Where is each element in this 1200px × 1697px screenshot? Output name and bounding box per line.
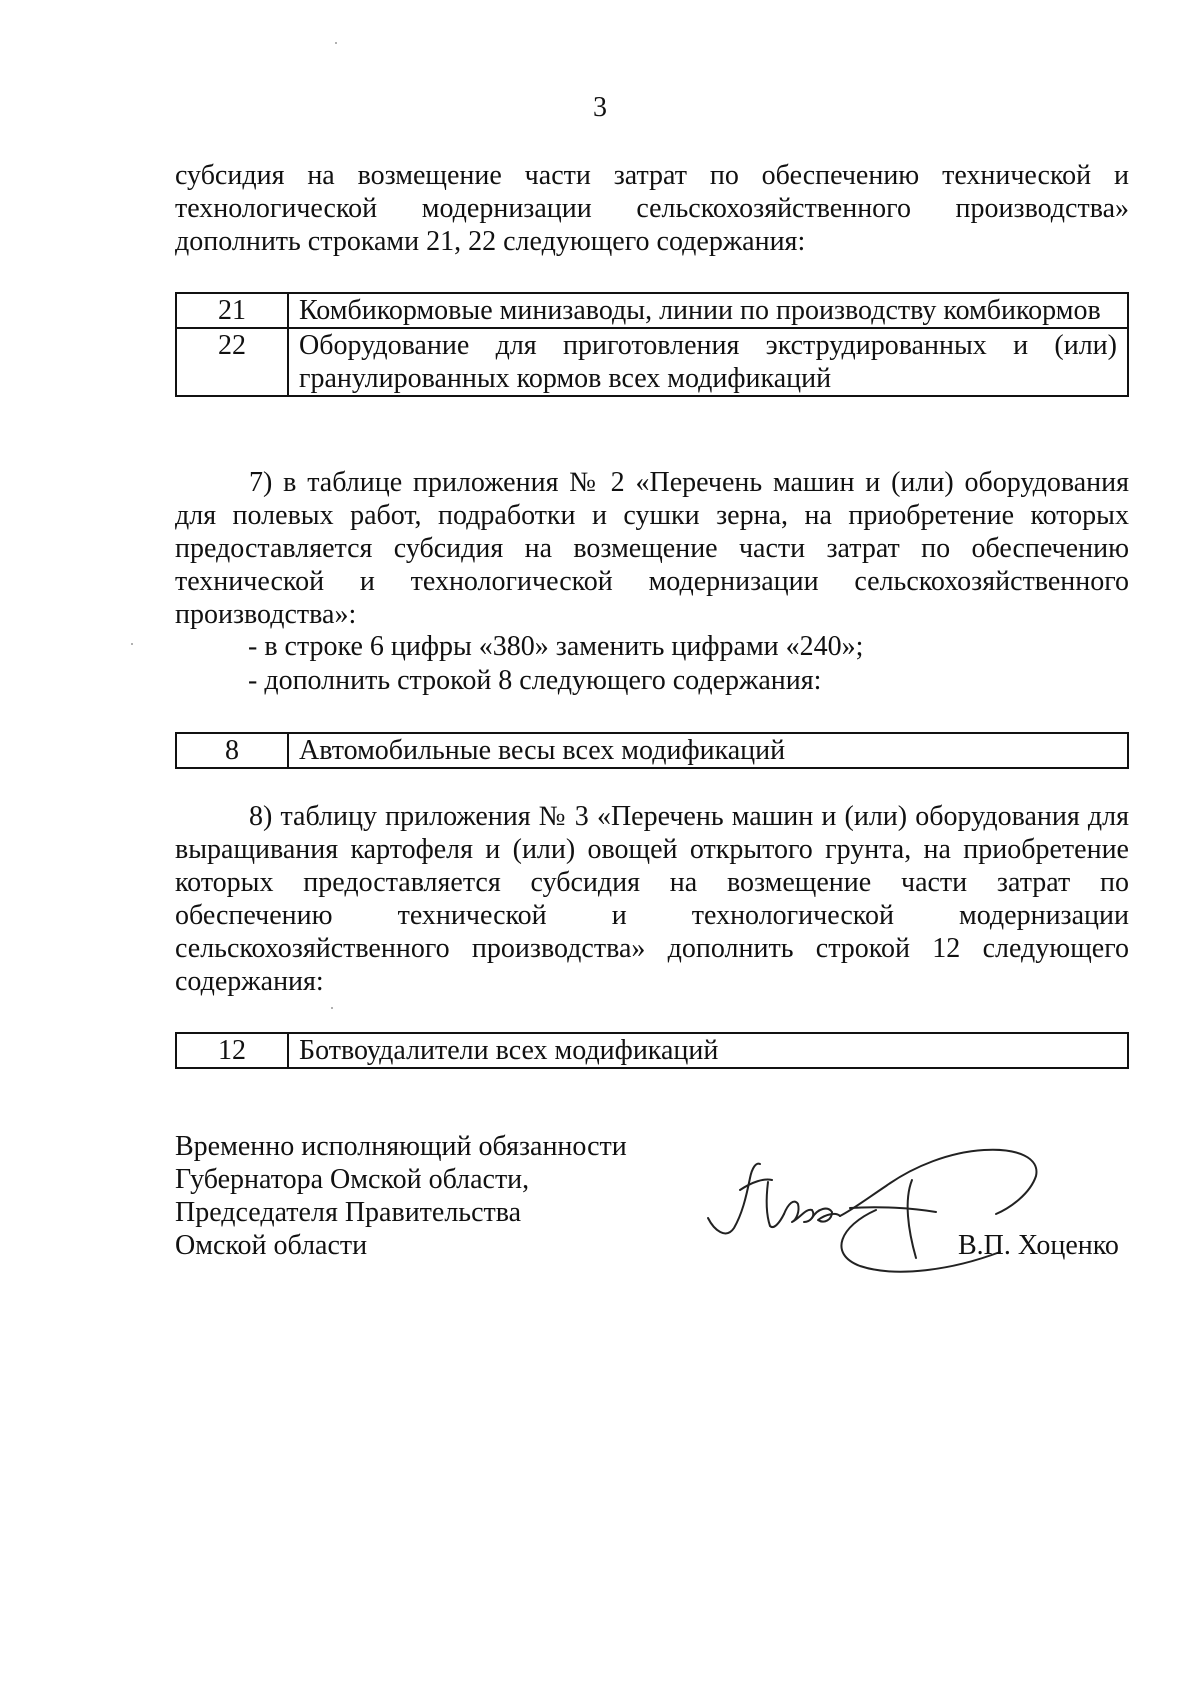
table-amendment-row-8 <box>175 732 1129 769</box>
signatory-line: Омской области <box>175 1230 368 1261</box>
row-description: Ботвоудалители всех модификаций <box>288 1033 1128 1068</box>
signatory-line: Временно исполняющий обязанности <box>175 1131 627 1162</box>
page-number: 3 <box>593 92 607 123</box>
intro-line: дополнить строками 21, 22 следующего содержания: <box>175 226 806 257</box>
table-row <box>176 733 1128 768</box>
row-description: Комбикормовые минизаводы, линии по производству комбикормов <box>288 293 1128 328</box>
signatory-title <box>175 1130 627 1262</box>
item-7-bullet: - дополнить строкой 8 следующего содержания: <box>248 665 822 696</box>
table-row <box>176 293 1128 328</box>
signatory-line: Председателя Правительства <box>175 1197 522 1228</box>
row-number: 22 <box>176 328 288 396</box>
scan-speck <box>131 643 133 645</box>
row-number: 21 <box>176 293 288 328</box>
item-7-bullet: - в строке 6 цифры «380» заменить цифрами «240»; <box>248 631 864 662</box>
row-number: 12 <box>176 1033 288 1068</box>
scan-speck <box>331 1007 333 1009</box>
intro-line: технологической модернизации сельскохозяйственного производства» <box>175 193 1129 224</box>
row-description: Оборудование для приготовления экструдированных и (или) гранулированных кормов всех модификаций <box>288 328 1128 396</box>
intro-line: субсидия на возмещение части затрат по обеспечению технической и <box>175 160 1129 191</box>
table-row <box>176 1033 1128 1068</box>
signatory-line: Губернатора Омской области, <box>175 1164 530 1195</box>
row-number: 8 <box>176 733 288 768</box>
table-amendment-rows-21-22 <box>175 292 1129 397</box>
signatory-name: В.П. Хоценко <box>958 1230 1119 1261</box>
table-amendment-row-12 <box>175 1032 1129 1069</box>
table-row <box>176 328 1128 396</box>
scan-speck <box>335 42 337 44</box>
item-7-paragraph: 7) в таблице приложения № 2 «Перечень машин и (или) оборудования для полевых работ, подработки и сушки зерна, на приобретение которых предоставляется субсидия на возмещение части затрат по обеспечению технической и технологической модернизации сельскохозяйственного производства»: <box>175 467 1129 630</box>
item-8-paragraph: 8) таблицу приложения № 3 «Перечень машин и (или) оборудования для выращивания картофеля и (или) овощей открытого грунта, на приобретение которых предоставляется субсидия на возмещение части затрат по обеспечению технической и технологической модернизации сельскохозяйственного производства» дополнить строкой 12 следующего содержания: <box>175 801 1129 997</box>
row-description: Автомобильные весы всех модификаций <box>288 733 1128 768</box>
intro-paragraph <box>175 159 1129 258</box>
